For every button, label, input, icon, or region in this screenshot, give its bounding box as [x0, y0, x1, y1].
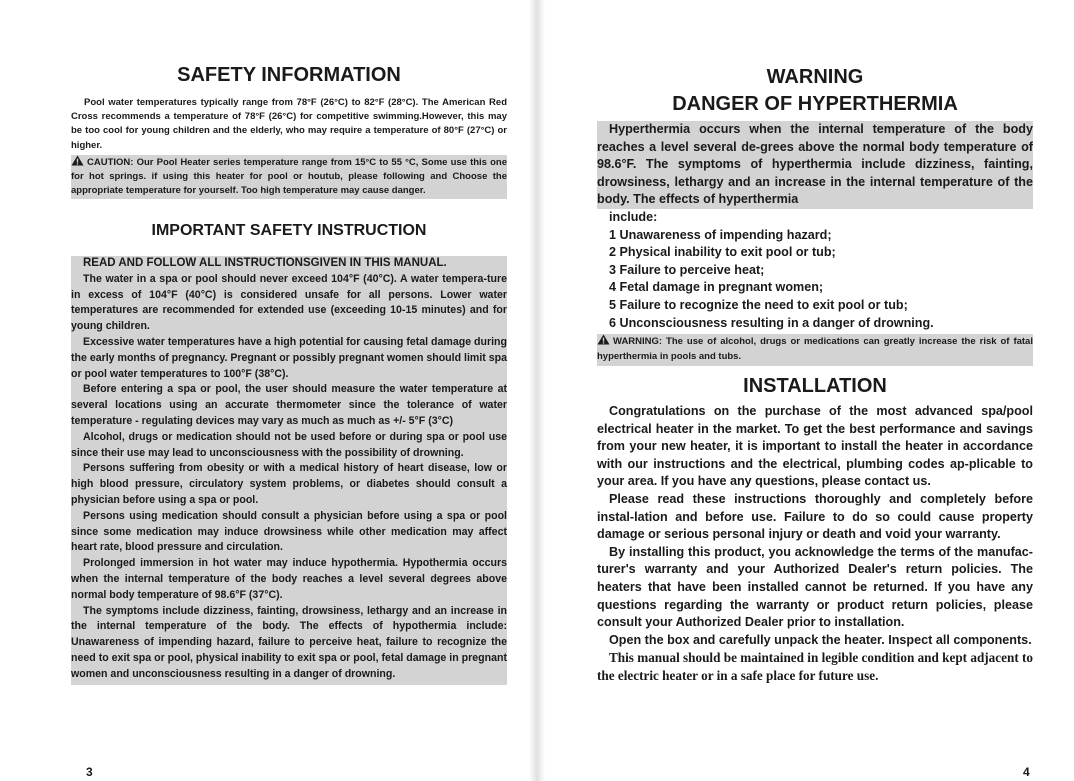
- instruction-paragraph: The water in a spa or pool should never exceed 104°F (40°C). A water tempera-ture in excess of 104°F (40°C) is considered unsafe for all persons. Lower water temperatures are recommended for extended use (exceeding 10-15 minutes) and for young children.: [71, 272, 507, 333]
- list-item: 3 Failure to perceive heat;: [609, 262, 765, 277]
- instruction-paragraph: Excessive water temperatures have a high potential for causing fetal damage during the early months of pregnancy. Pregnant or possibly pregnant women should limit spa or pool water temperatures to 100°F (38°C).: [71, 335, 507, 380]
- instruction-paragraph: The symptoms include dizziness, fainting, drowsiness, lethargy and an increase in the internal temperature of the body. The effects of hypothermia include: Unawareness of impending hazard, failure to perceive heat, failure to recognize the need to exit spa or pool, physical inability to exit spa or pool, fetal damage in pregnant women and unconsciousness resulting in a danger of drowning.: [71, 604, 507, 680]
- warning-triangle-icon: [597, 334, 610, 345]
- list-item: 1 Unawareness of impending hazard;: [609, 227, 832, 242]
- warning-note-paragraph: [597, 334, 1033, 364]
- safety-intro-text: Pool water temperatures typically range from 78°F (26°C) to 82°F (28°C). The American Red Cross recommends a temperature of 78°F (26°C) for competitive swimming.However, this may be too cool for young children and the elderly, who may require a temperature of 80°F (27°C) or higher.: [71, 97, 507, 151]
- warning-heading: WARNING: [766, 66, 864, 88]
- safety-information-title: SAFETY INFORMATION: [177, 64, 401, 86]
- right-page: [537, 0, 1074, 781]
- installation-paragraph: Open the box and carefully unpack the heater. Inspect all components.: [609, 632, 1032, 647]
- caution-text: CAUTION: Our Pool Heater series temperature range from 15°C to 55 °C, Some use this one for hot springs. if using this heater for pool or houtub, please following and Choose the appropriate temperature for yourself. Too high temperature may cause danger.: [71, 157, 507, 197]
- hyperthermia-section: [597, 121, 1033, 332]
- list-item: 5 Failure to recognize the need to exit pool or tub;: [609, 297, 908, 312]
- caution-paragraph: [71, 155, 507, 199]
- warning-note-box: [597, 334, 1033, 366]
- list-item: 4 Fetal damage in pregnant women;: [609, 280, 824, 295]
- safety-instructions-box: [71, 256, 507, 685]
- warning-triangle-icon: [71, 155, 84, 166]
- instruction-paragraph: Alcohol, drugs or medication should not be used before or during spa or pool use since their use may lead to unconsciousness with the possibility of drowning.: [71, 430, 507, 459]
- installation-paragraph: By installing this product, you acknowledge the terms of the manufac-turer's warranty and your Authorized Dealer's return policies. The heaters that have been installed cannot be returned. If you have any questions regarding the warranty or product return policies, please consult your Authorized Dealer prior to installation.: [597, 544, 1033, 630]
- warning-note-text: WARNING: The use of alcohol, drugs or medications can greatly increase the risk of fatal hyperthermia in pools and tubs.: [597, 336, 1033, 362]
- installation-section: [597, 403, 1033, 685]
- maintain-manual-note: This manual should be maintained in legible condition and kept adjacent to the electric heater or in a safe place for future use.: [597, 650, 1033, 684]
- page-number: 3: [86, 765, 93, 779]
- include-label: include:: [609, 209, 658, 224]
- page-number: 4: [1023, 765, 1030, 779]
- safety-intro: [71, 96, 507, 153]
- read-follow-heading: READ AND FOLLOW ALL INSTRUCTIONSGIVEN IN THIS MANUAL.: [83, 257, 447, 269]
- warning-title: [597, 64, 1033, 118]
- list-item: 6 Unconsciousness resulting in a danger of drowning.: [609, 315, 934, 330]
- instruction-paragraph: Prolonged immersion in hot water may induce hypothermia. Hypothermia occurs when the internal temperature of the body reaches a level several degrees above normal body temperature of 98.6°F (37°C).: [71, 557, 507, 601]
- instruction-paragraph: Persons suffering from obesity or with a medical history of heart disease, low or high blood pressure, circulatory system problems, or diabetes should consult a physician before using a spa or pool.: [71, 462, 507, 506]
- instruction-paragraph: Before entering a spa or pool, the user should measure the water temperature at several locations using an accurate thermometer since the tolerance of water temperature - regulating devices may vary as much as much as +/- 5°F (3°C): [71, 383, 507, 427]
- installation-paragraph: Please read these instructions thoroughly and completely before instal-lation and before use. Failure to do so could cause property damage or serious personal injury or death and void your warranty.: [597, 491, 1033, 542]
- important-safety-title: IMPORTANT SAFETY INSTRUCTION: [151, 222, 427, 239]
- hyperthermia-intro: Hyperthermia occurs when the internal temperature of the body reaches a level several de-grees above the normal body temperature of 98.6°F. The symptoms of hyperthermia include dizziness, fainting, drowsiness, lethargy and an increase in the internal temperature of the body. The effects of hyperthermia: [597, 122, 1033, 207]
- installation-title: INSTALLATION: [743, 375, 887, 397]
- hyperthermia-box: [597, 121, 1033, 209]
- instruction-paragraph: Persons using medication should consult a physician before using a spa or pool since some medication may induce drowsiness while other medication may affect heart rate, blood pressure and circulation.: [71, 509, 507, 554]
- hyperthermia-effects-list: [597, 227, 1033, 333]
- list-item: 2 Physical inability to exit pool or tub;: [609, 245, 836, 260]
- danger-hyperthermia-heading: DANGER OF HYPERTHERMIA: [672, 93, 958, 115]
- installation-paragraph: Congratulations on the purchase of the most advanced spa/pool electrical heater in the market. To get the best performance and savings from your new heater, it is important to install the heater in accordance with our instructions and the electrical, plumbing codes ap-plicable to your area. If you have any questions, please contact us.: [597, 404, 1033, 489]
- caution-box: [71, 155, 507, 199]
